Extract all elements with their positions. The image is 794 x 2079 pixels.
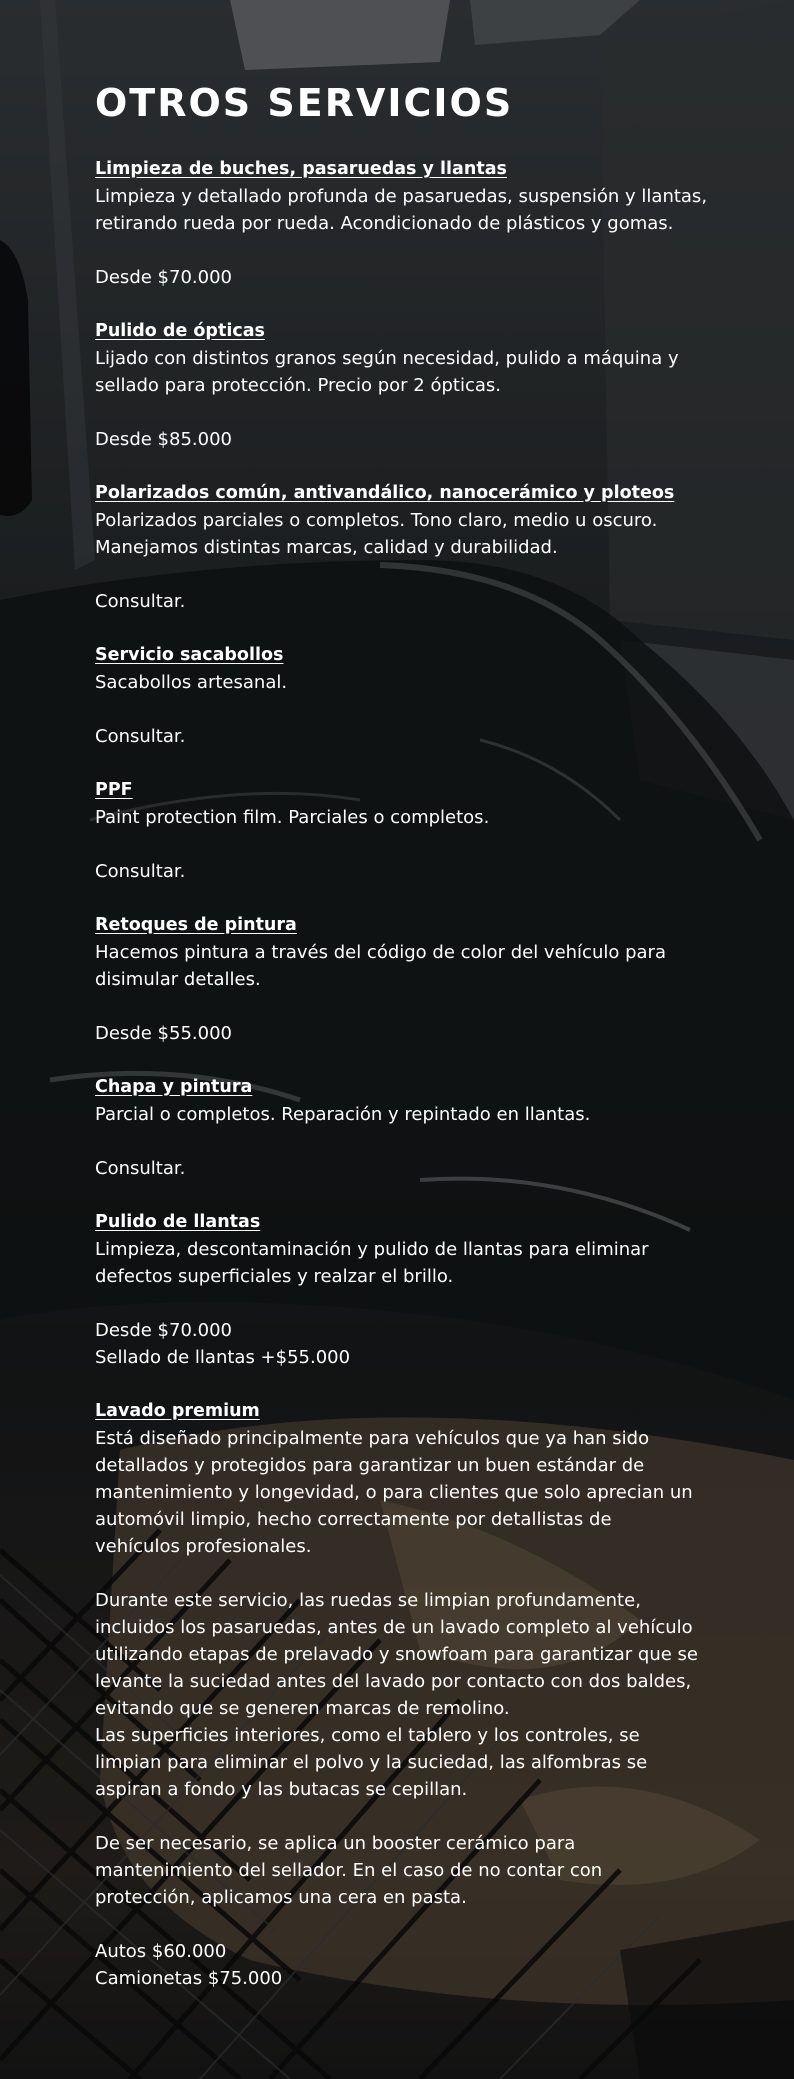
service-name: Servicio sacabollos [95, 645, 284, 665]
service-price: Consultar. [95, 726, 186, 747]
service-polarizados [95, 480, 735, 615]
service-chapa-pintura [95, 1074, 735, 1182]
service-ppf [95, 777, 735, 885]
service-description: Polarizados parciales o completos. Tono claro, medio u oscuro. Manejamos distintas marcas, calidad y durabilidad. [95, 510, 658, 558]
service-pulido-opticas [95, 318, 735, 453]
service-name: Pulido de llantas [95, 1212, 261, 1232]
service-limpieza-buches [95, 156, 735, 291]
service-price: Consultar. [95, 591, 186, 612]
service-description: Lijado con distintos granos según necesidad, pulido a máquina y sellado para protección. Precio por 2 ópticas. [95, 348, 679, 396]
service-price: Desde $70.000 [95, 267, 232, 288]
service-description: Parcial o completos. Reparación y repintado en llantas. [95, 1104, 591, 1125]
service-price: Desde $55.000 [95, 1023, 232, 1044]
service-sacabollos [95, 642, 735, 750]
service-price: Desde $70.000 Sellado de llantas +$55.000 [95, 1320, 351, 1368]
service-name: Limpieza de buches, pasaruedas y llantas [95, 159, 507, 179]
service-retoques-pintura [95, 912, 735, 1047]
service-price: Consultar. [95, 861, 186, 882]
service-name: Polarizados común, antivandálico, nanocerámico y ploteos [95, 483, 675, 503]
service-description: Limpieza y detallado profunda de pasaruedas, suspensión y llantas, retirando rueda por rueda. Acondicionado de plásticos y gomas. [95, 186, 708, 234]
service-name: Retoques de pintura [95, 915, 297, 935]
service-description: Paint protection film. Parciales o completos. [95, 807, 490, 828]
service-name: Chapa y pintura [95, 1077, 253, 1097]
service-description: Sacabollos artesanal. [95, 672, 288, 693]
premium-paragraph-process: Durante este servicio, las ruedas se limpian profundamente, incluidos los pasaruedas, antes de un lavado completo al vehículo utilizando etapas de prelavado y snowfoam para garantizar que se levante la suciedad antes del lavado por contacto con dos baldes, evitando que se generen marcas de remolino. Las superficies interiores, como el tablero y los controles, se limpian para eliminar el polvo y la suciedad, las alfombras se aspiran a fondo y las butacas se cepillan. [95, 1590, 699, 1800]
page-title: OTROS SERVICIOS [95, 81, 514, 125]
service-name: Lavado premium [95, 1401, 260, 1421]
premium-price: Autos $60.000 Camionetas $75.000 [95, 1941, 283, 1989]
service-price: Desde $85.000 [95, 429, 232, 450]
service-pulido-llantas [95, 1209, 735, 1371]
service-description: Hacemos pintura a través del código de color del vehículo para disimular detalles. [95, 942, 666, 990]
service-name: PPF [95, 780, 133, 800]
premium-paragraph-booster: De ser necesario, se aplica un booster cerámico para mantenimiento del sellador. En el caso de no contar con protección, aplicamos una cera en pasta. [95, 1833, 603, 1908]
service-description: Limpieza, descontaminación y pulido de llantas para eliminar defectos superficiales y realzar el brillo. [95, 1239, 649, 1287]
premium-paragraph-intro: Está diseñado principalmente para vehículos que ya han sido detallados y protegidos para garantizar un buen estándar de mantenimiento y longevidad, o para clientes que solo aprecian un automóvil limpio, hecho correctamente por detallistas de vehículos profesionales. [95, 1428, 693, 1557]
service-price: Consultar. [95, 1158, 186, 1179]
services-content [95, 78, 735, 2019]
service-lavado-premium [95, 1398, 735, 1992]
service-name: Pulido de ópticas [95, 321, 265, 341]
